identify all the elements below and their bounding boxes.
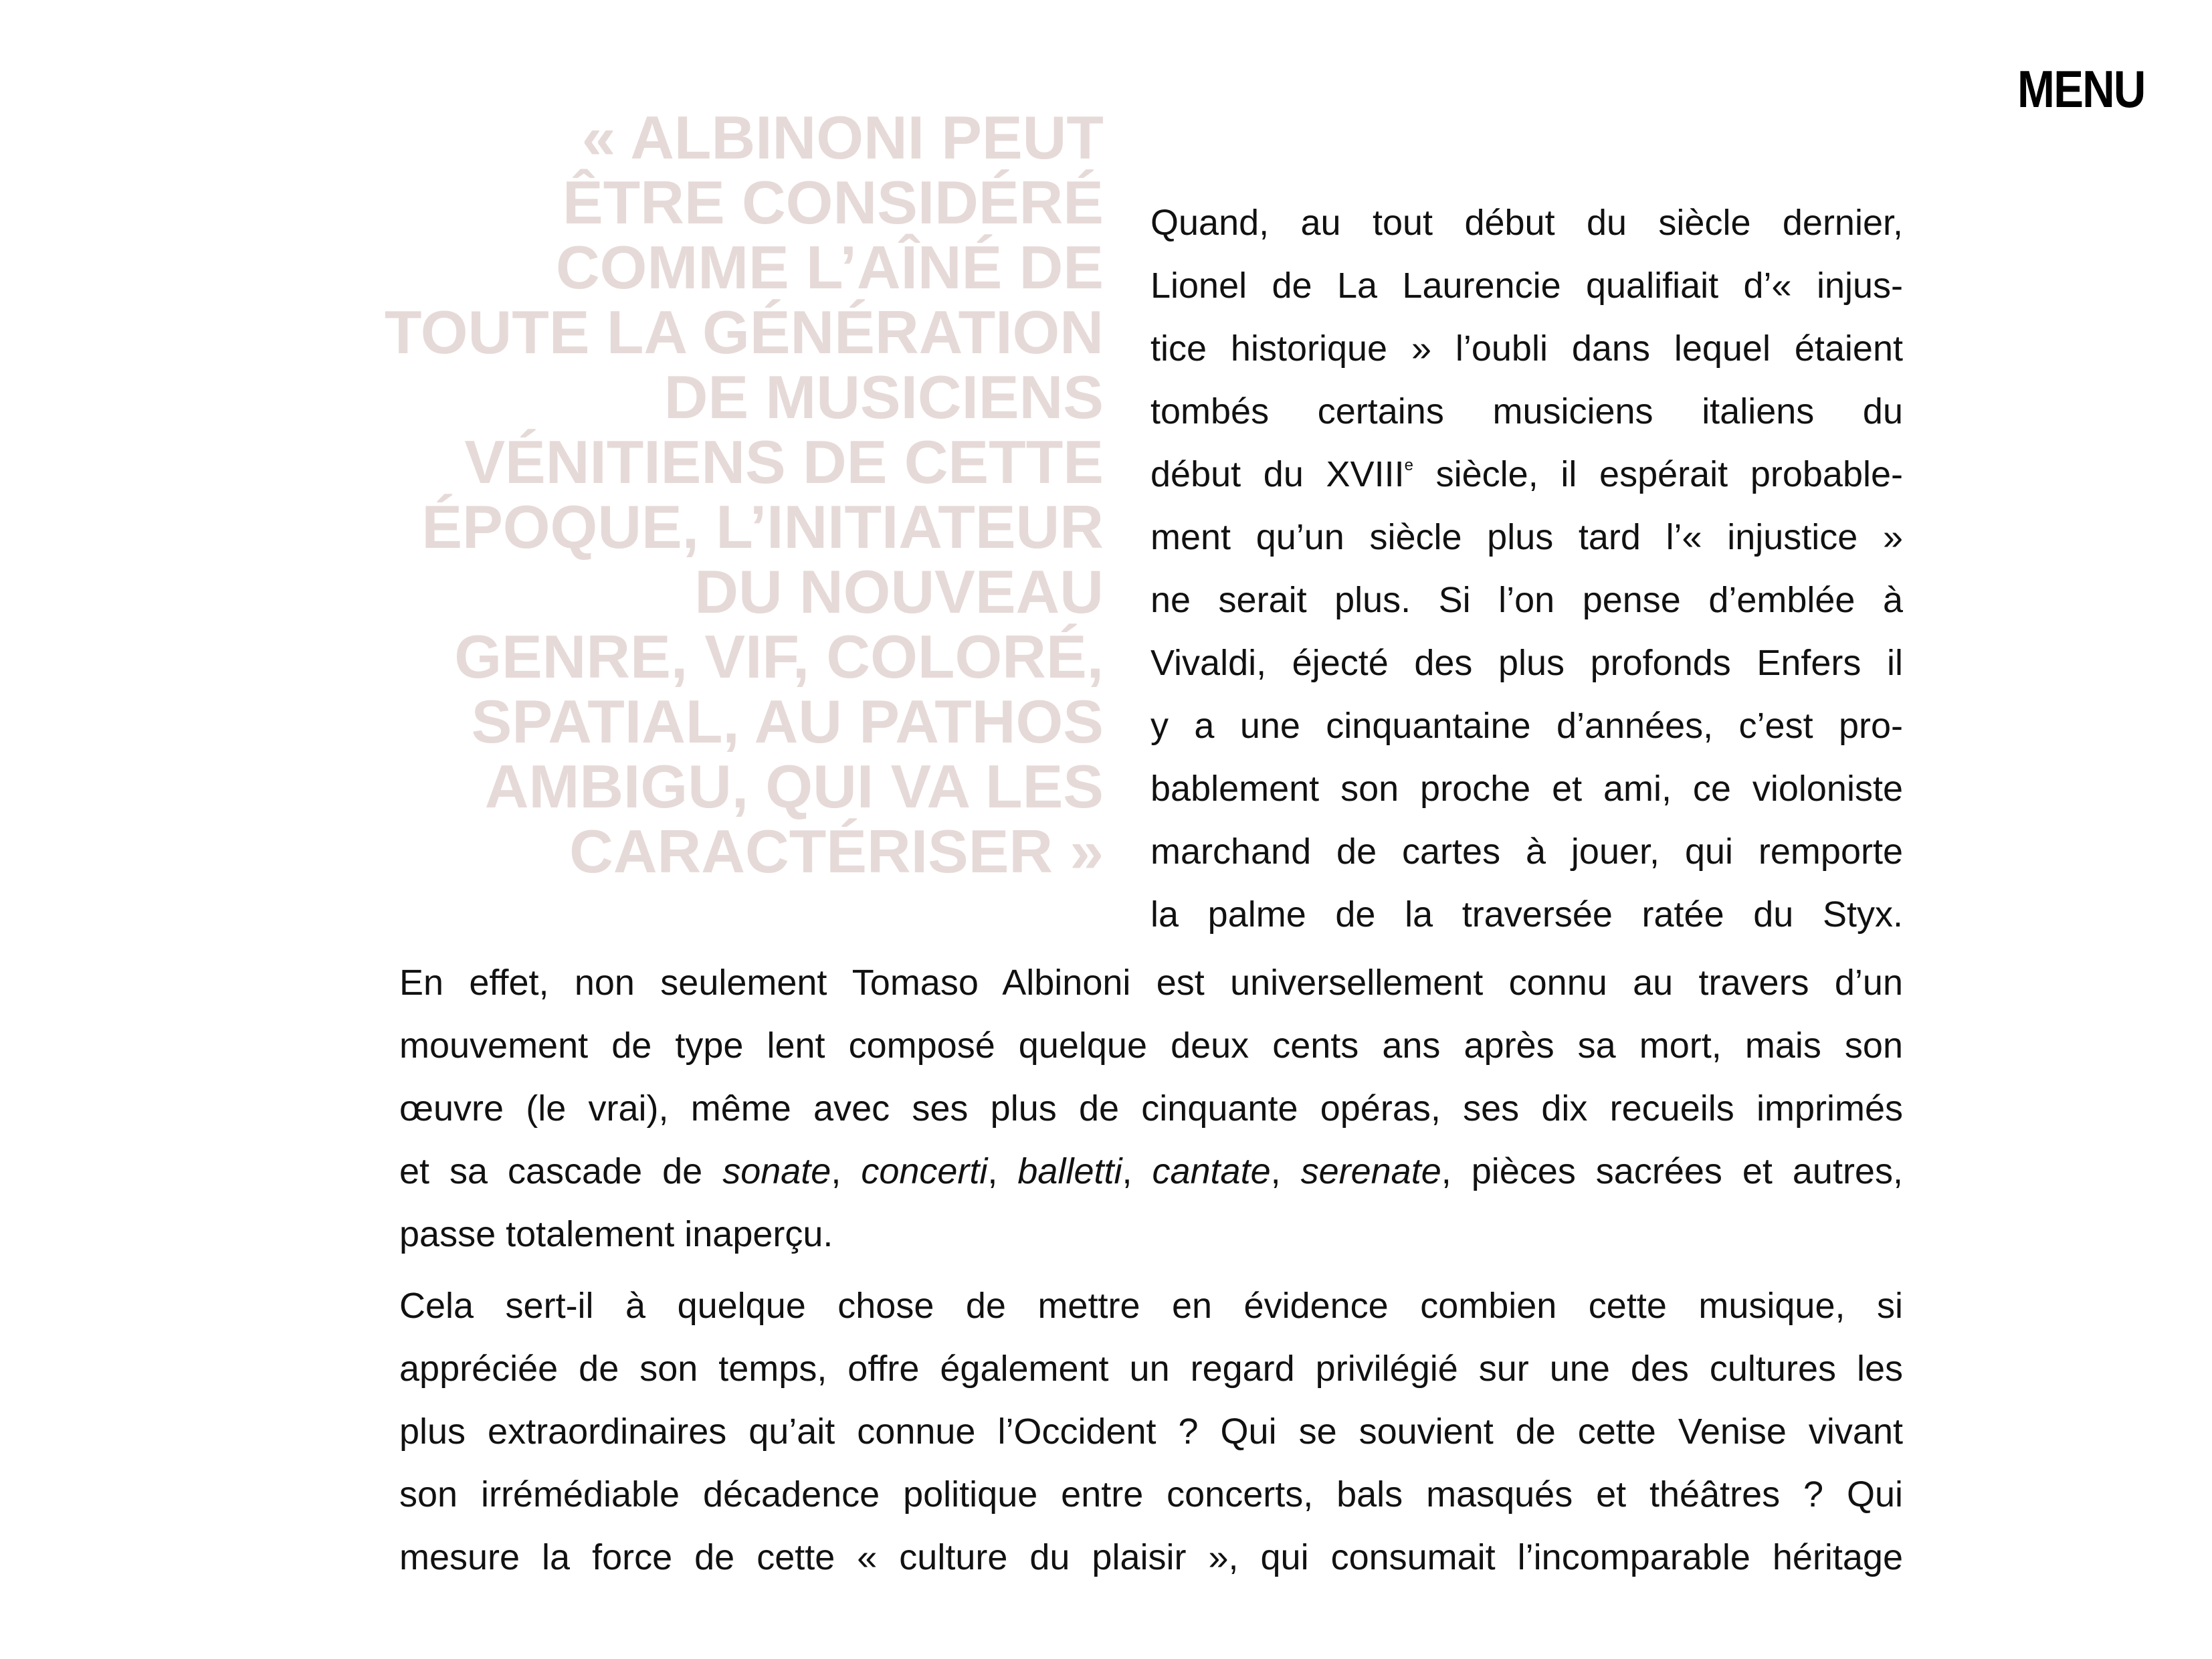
text-line (399, 1140, 1903, 1203)
text-line: Vivaldi, éjecté des plus profonds Enfers il (1150, 643, 1903, 683)
text-line: tice historique » l’oubli dans lequel étaient (1150, 328, 1903, 369)
pull-quote-line: « ALBINONI PEUT (581, 104, 1104, 172)
pull-quote (234, 106, 1104, 884)
pull-quote-line: TOUTE LA GÉNÉRATION (384, 299, 1104, 367)
text-line: passe totalement inaperçu. (399, 1214, 833, 1254)
text-segment: , (1270, 1151, 1301, 1191)
text-line: mesure la force de cette « culture du plaisir », qui consumait l’incomparable héritage (399, 1537, 1903, 1577)
text-segment: , (1122, 1151, 1152, 1191)
text-line: bablement son proche et ami, ce violoniste (1150, 769, 1903, 809)
text-line: la palme de la traversée ratée du Styx. (1150, 894, 1903, 935)
text-line (1150, 443, 1903, 506)
italic-term: serenate (1300, 1151, 1441, 1191)
pull-quote-line: DE MUSICIENS (664, 364, 1104, 431)
intro-paragraph-column (1150, 191, 1903, 946)
pull-quote-line: GENRE, VIF, COLORÉ, (454, 623, 1104, 691)
body-paragraph-continuation (399, 951, 1903, 1266)
text-line: marchand de cartes à jouer, qui remporte (1150, 832, 1903, 872)
pull-quote-line: CARACTÉRISER » (569, 818, 1104, 886)
text-line: Quand, au tout début du siècle dernier, (1150, 203, 1903, 243)
pull-quote-line: ÉPOQUE, L’INITIATEUR (421, 494, 1104, 561)
pull-quote-line: AMBIGU, QUI VA LES (484, 753, 1104, 821)
text-line: plus extraordinaires qu’ait connue l’Occident ? Qui se souvient de cette Venise vivant (399, 1411, 1903, 1452)
text-line: œuvre (le vrai), même avec ses plus de cinquante opéras, ses dix recueils imprimés (399, 1088, 1903, 1129)
text-segment: , (831, 1151, 862, 1191)
text-line: Cela sert-il à quelque chose de mettre en évidence combien cette musique, si (399, 1286, 1903, 1326)
text-segment: , pièces sacrées et autres, (1441, 1151, 1903, 1191)
text-line: appréciée de son temps, offre également un regard privilégié sur une des cultures les (399, 1349, 1903, 1389)
italic-term: cantate (1152, 1151, 1271, 1191)
text-segment: début du XVIII (1150, 454, 1405, 494)
pull-quote-line: COMME L’AÎNÉ DE (555, 234, 1104, 302)
text-segment: siècle, il espérait probable- (1413, 454, 1904, 494)
pull-quote-line: SPATIAL, AU PATHOS (471, 688, 1104, 756)
pull-quote-line: DU NOUVEAU (694, 559, 1104, 626)
text-line: ne serait plus. Si l’on pense d’emblée à (1150, 580, 1903, 620)
italic-term: balletti (1017, 1151, 1122, 1191)
text-line: ment qu’un siècle plus tard l’« injustice » (1150, 517, 1903, 557)
italic-term: sonate (722, 1151, 831, 1191)
text-line: y a une cinquantaine d’années, c’est pro- (1150, 706, 1903, 746)
text-segment: et sa cascade de (399, 1151, 723, 1191)
text-line: tombés certains musiciens italiens du (1150, 391, 1903, 431)
superscript: e (1404, 456, 1413, 474)
text-segment: , (987, 1151, 1018, 1191)
pull-quote-line: ÊTRE CONSIDÉRÉ (562, 169, 1104, 237)
text-line: mouvement de type lent composé quelque deux cents ans après sa mort, mais son (399, 1026, 1903, 1066)
menu-button[interactable]: MENU (2017, 60, 2145, 118)
italic-term: concerti (861, 1151, 988, 1191)
text-line: Lionel de La Laurencie qualifiait d’« injus- (1150, 266, 1903, 306)
pull-quote-line: VÉNITIENS DE CETTE (464, 429, 1104, 496)
text-line: son irrémédiable décadence politique entre concerts, bals masqués et théâtres ? Qui (399, 1474, 1903, 1515)
text-line: En effet, non seulement Tomaso Albinoni est universellement connu au travers d’un (399, 963, 1903, 1003)
body-paragraph-2 (399, 1274, 1903, 1589)
